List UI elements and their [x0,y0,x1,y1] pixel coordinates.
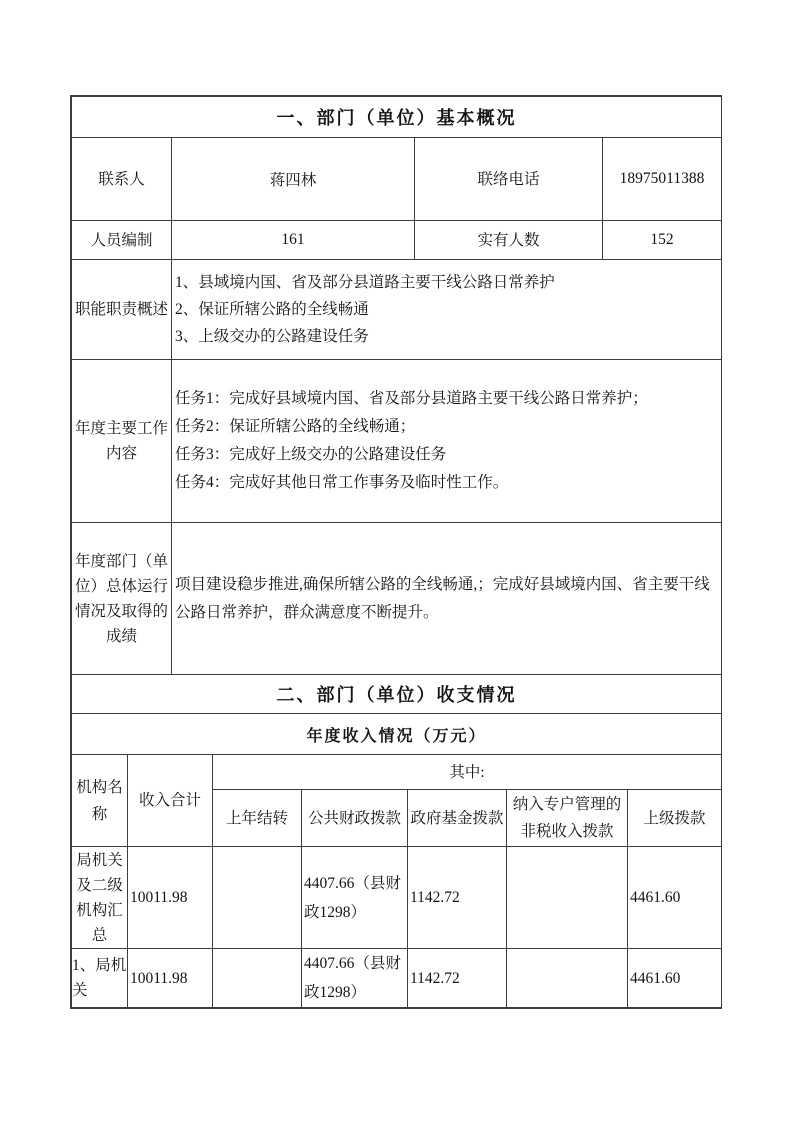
task-item: 任务1：完成好县域境内国、省及部分县道路主要干线公路日常养护； [175,390,648,407]
income-row-bureau [72,949,722,1008]
task-item: 任务2：保证所辖公路的全线畅通； [175,418,416,435]
section2-title: 二、部门（单位）收支情况 [72,675,722,714]
contact-label: 联系人 [72,138,172,221]
duty-item: 1、县域境内国、省及部分县道路主要干线公路日常养护 [175,274,555,291]
public-finance-value: 4407.66（县财政1298） [302,949,408,1008]
col-header-non-tax: 纳入专户管理的非税收入拨款 [507,790,628,847]
staffing-label: 人员编制 [72,221,172,260]
col-header-superior: 上级拨款 [628,790,722,847]
carryover-value [213,949,302,1008]
form-document [70,95,722,1009]
staffing-value: 161 [172,221,415,260]
duties-label: 职能职责概述 [72,260,172,360]
performance-text: 项目建设稳步推进,确保所辖公路的全线畅通,；完成好县域境内国、省主要干线公路日常养护，群众满意度不断提升。 [172,523,722,675]
total-value: 10011.98 [128,949,213,1008]
col-header-gov-fund: 政府基金拨款 [408,790,507,847]
section1-title: 一、部门（单位）基本概况 [72,97,722,138]
income-row-summary [72,847,722,949]
contact-value: 蒋四林 [172,138,415,221]
tasks-content [172,360,722,523]
col-header-org: 机构名称 [72,755,128,847]
task-item: 任务4：完成好其他日常工作事务及临时性工作。 [175,474,509,491]
org-name: 1、局机关 [72,949,128,1008]
non-tax-value [507,847,628,949]
performance-label: 年度部门（单位）总体运行情况及取得的成绩 [72,523,172,675]
col-header-total: 收入合计 [128,755,213,847]
carryover-value [213,847,302,949]
basic-info-table [71,96,722,260]
col-header-carryover: 上年结转 [213,790,302,847]
phone-value: 18975011388 [603,138,722,221]
superior-value: 4461.60 [628,847,722,949]
duty-item: 2、保证所辖公路的全线畅通 [175,301,369,318]
phone-label: 联络电话 [415,138,603,221]
org-name: 局机关及二级机构汇总 [72,847,128,949]
duties-content [172,260,722,360]
col-header-among: 其中: [213,755,722,790]
total-value: 10011.98 [128,847,213,949]
income-table [71,674,722,1008]
income-table-title: 年度收入情况（万元） [72,714,722,755]
col-header-public-finance: 公共财政拨款 [302,790,408,847]
non-tax-value [507,949,628,1008]
headcount-value: 152 [603,221,722,260]
duty-item: 3、上级交办的公路建设任务 [175,328,369,345]
headcount-label: 实有人数 [415,221,603,260]
gov-fund-value: 1142.72 [408,847,507,949]
public-finance-value: 4407.66（县财政1298） [302,847,408,949]
tasks-label: 年度主要工作内容 [72,360,172,523]
superior-value: 4461.60 [628,949,722,1008]
task-item: 任务3：完成好上级交办的公路建设任务 [175,446,447,463]
gov-fund-value: 1142.72 [408,949,507,1008]
description-table [71,259,722,675]
